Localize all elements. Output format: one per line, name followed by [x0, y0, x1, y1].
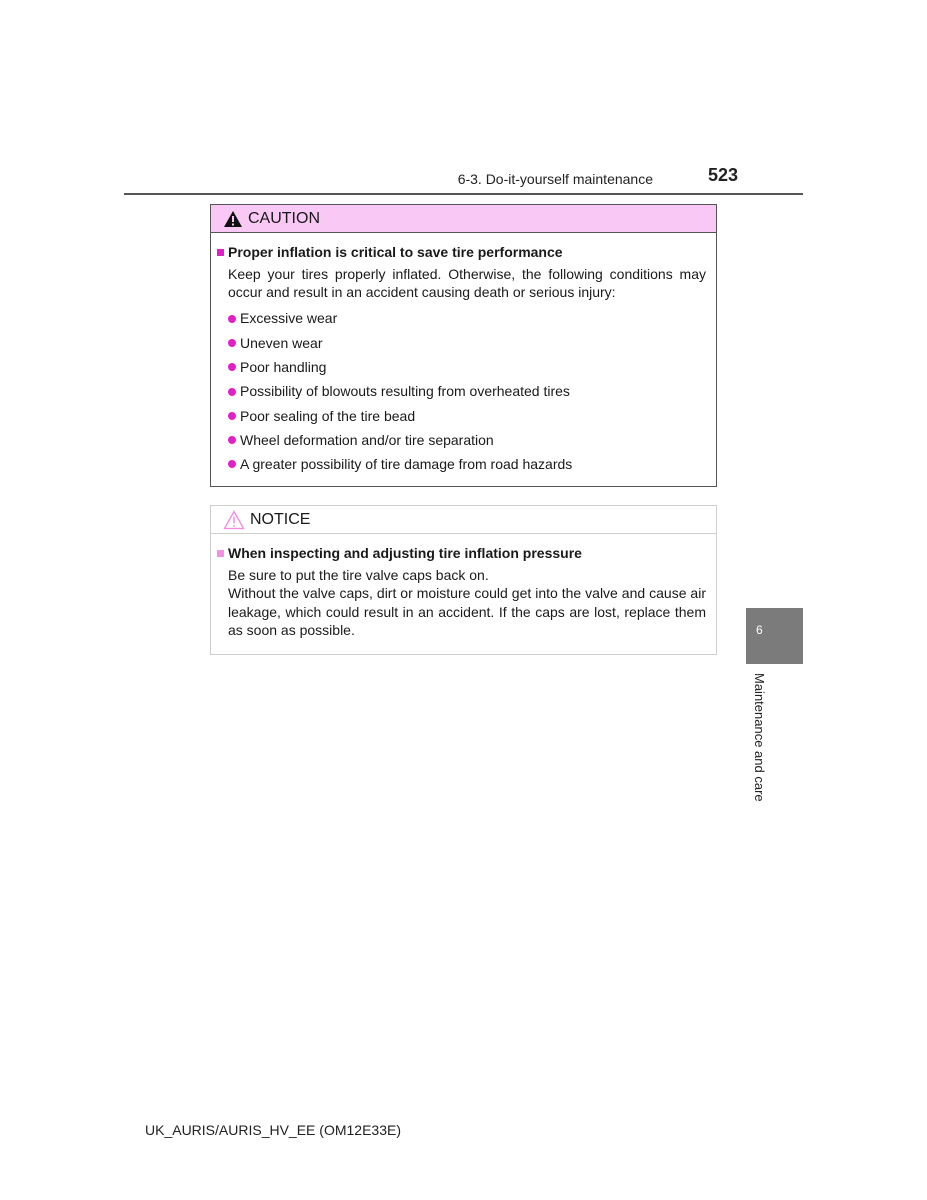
notice-heading [217, 544, 706, 563]
square-bullet-icon [217, 550, 224, 557]
notice-line-1: Be sure to put the tire valve caps back on. [228, 566, 489, 583]
chapter-tab [746, 608, 803, 664]
bullet-dot-icon [228, 388, 236, 396]
notice-header [211, 506, 716, 534]
caution-heading [217, 243, 706, 262]
bullet-dot-icon [228, 315, 236, 323]
chapter-label: Maintenance and care [752, 673, 767, 802]
list-item: Wheel deformation and/or tire separation [228, 428, 706, 452]
bullet-dot-icon [228, 436, 236, 444]
list-item: A greater possibility of tire damage from road hazards [228, 452, 706, 476]
page-number: 523 [707, 165, 738, 185]
bullet-dot-icon [228, 460, 236, 468]
square-bullet-icon [217, 249, 224, 256]
notice-heading-text: When inspecting and adjusting tire inflation pressure [228, 545, 582, 561]
caution-heading-text: Proper inflation is critical to save tire performance [228, 244, 563, 260]
bullet-dot-icon [228, 339, 236, 347]
caution-box [210, 204, 717, 487]
caution-list [217, 307, 706, 477]
caution-intro: Keep your tires properly inflated. Otherwise, the following conditions may occur and result in an accident causing death or serious injury: [228, 265, 706, 300]
caution-header [211, 205, 716, 233]
warning-triangle-icon [223, 210, 243, 228]
notice-label: NOTICE [250, 510, 311, 528]
section-title: 6-3. Do-it-yourself maintenance [457, 171, 653, 187]
list-item: Possibility of blowouts resulting from overheated tires [228, 379, 706, 403]
caution-label: CAUTION [248, 209, 320, 227]
page-header [124, 160, 803, 195]
caution-body [211, 233, 716, 477]
list-item: Uneven wear [228, 331, 706, 355]
bullet-dot-icon [228, 412, 236, 420]
notice-box [210, 505, 717, 655]
list-item: Poor handling [228, 355, 706, 379]
notice-body [211, 534, 716, 640]
bullet-dot-icon [228, 363, 236, 371]
list-item: Excessive wear [228, 307, 706, 331]
footer-model-code: UK_AURIS/AURIS_HV_EE (OM12E33E) [145, 1122, 401, 1138]
chapter-number: 6 [756, 623, 763, 637]
warning-triangle-outline-icon [223, 510, 245, 530]
notice-line-2: Without the valve caps, dirt or moisture could get into the valve and cause air leakage, which could result in an accident. If the caps are lost, replace them as soon as possible. [228, 585, 706, 638]
list-item: Poor sealing of the tire bead [228, 404, 706, 428]
